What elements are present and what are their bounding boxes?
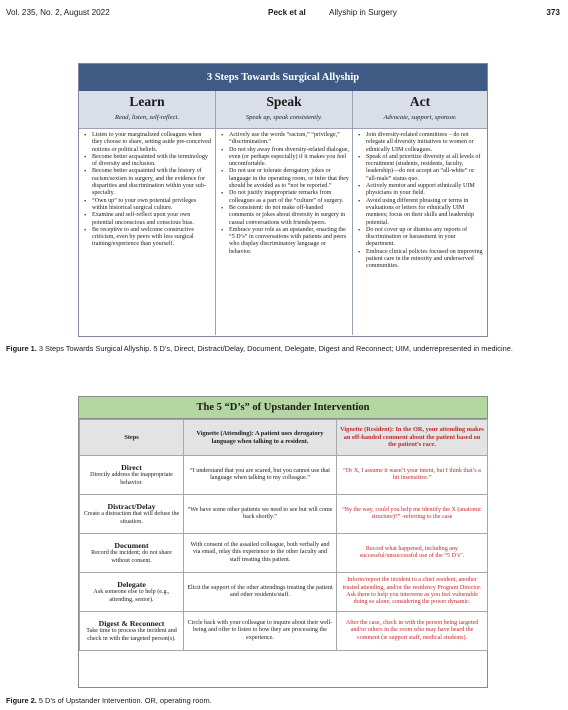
- speak-header: [216, 91, 353, 128]
- list-item: • Speak of and prioritize diversity at all levels of recruitment (students, residents, faculty, leadership)—do not accept an “all-white” or “all-male” status quo.: [357, 154, 484, 183]
- list-item: • Do not use or tolerate derogatory jokes or language in the operating room, or infer that they should be avoided as to “not be reported.”: [220, 168, 349, 190]
- act-column: [353, 129, 487, 335]
- speak-heading: Speak: [266, 94, 302, 109]
- speak-column: [216, 129, 353, 335]
- learn-column: [79, 129, 216, 335]
- list-item: • Become better acquainted with the terminology of diversity and inclusion.: [83, 154, 212, 169]
- figure-1-caption-label: Figure 1.: [6, 344, 37, 353]
- figure-2-caption: [6, 696, 562, 706]
- figure-2-title: The 5 “D’s” of Upstander Intervention: [79, 397, 487, 419]
- step-description: Record the incident; do not share without consent.: [91, 550, 172, 564]
- step-name: Digest & Reconnect: [98, 619, 165, 629]
- running-title: Allyship in Surgery: [329, 8, 397, 17]
- list-item: • Do not cover up or dismiss any reports of discrimination or harassment in your department.: [357, 227, 484, 249]
- table-row: [80, 456, 488, 495]
- learn-subheading: Read, listen, self-reflect.: [114, 114, 180, 121]
- table-header-row: [80, 420, 488, 456]
- attending-cell: Elicit the support of the other attendings treating the patient and other residents/staff.: [184, 573, 337, 612]
- step-name: Distract/Delay: [107, 502, 156, 512]
- speak-subheading: Speak up, speak consistently.: [245, 114, 323, 121]
- resident-cell: Inform/report the incident to a chief resident, another trusted attending, and/or the residency Program Director. Ask them to help you intervene as you feel vulnerable doing so alone, considering the power dynamic.: [337, 573, 488, 612]
- figure-1-allyship-steps: [78, 63, 488, 337]
- list-item: • Listen to your marginalized colleagues when they choose to share, setting aside pre-conceived notions or political beliefs.: [83, 132, 212, 154]
- attending-cell: “We have some other patients we need to see but will come back shortly.”: [184, 495, 337, 534]
- learn-heading: Learn: [129, 94, 165, 109]
- figure-1-caption: [6, 344, 562, 354]
- list-item: • Actively mentor and support ethnically UIM physicians in your field.: [357, 183, 484, 198]
- figure-2-caption-label: Figure 2.: [6, 696, 37, 705]
- list-item: • Be receptive to and welcome constructive criticism, even by peers with less surgical training/experience than yourself.: [83, 227, 212, 249]
- learn-header: [79, 91, 216, 128]
- step-cell: [80, 534, 184, 573]
- resident-cell: “By the way, could you help me identify the X (anatomic structure)?” -referring to the case: [337, 495, 488, 534]
- step-cell: [80, 456, 184, 495]
- step-description: Create a distraction that will defuse the situation.: [83, 511, 180, 525]
- step-cell: [80, 495, 184, 534]
- table-row: [80, 573, 488, 612]
- step-name: Delegate: [117, 580, 146, 590]
- step-description: Ask someone else to help (e.g., attending, senior).: [93, 589, 170, 603]
- figure-1-title: 3 Steps Towards Surgical Allyship: [79, 64, 487, 91]
- running-author: Peck et al: [268, 8, 306, 17]
- list-item: • “Own up” to your own potential privileges within historical surgical culture.: [83, 198, 212, 213]
- attending-cell: Circle back with your colleague to inquire about their well-being and offer to listen to how they are processing the experience.: [184, 612, 337, 651]
- table-row: [80, 495, 488, 534]
- table-row: [80, 534, 488, 573]
- list-item: • Join diversity-related committees – do not relegate all diversity initiatives to women or ethnically UIM colleagues.: [357, 132, 484, 154]
- attending-cell: With consent of the assailed colleague, both verbally and via email, relay this experience to the other faculty and staff treating this patient.: [184, 534, 337, 573]
- figure-1-caption-text: 3 Steps Towards Surgical Allyship. 5 D’s, Direct, Distract/Delay, Document, Delegate, Digest and Reconnect; UIM, underrepresented in medicine.: [36, 344, 513, 353]
- list-item: • Be consistent: do not make off-handed comments or jokes about diversity in surgery in casual conversations with friends/peers.: [220, 205, 349, 227]
- step-description: Directly address the inappropriate behavior.: [90, 472, 173, 486]
- journal-volume: Vol. 235, No. 2, August 2022: [6, 8, 110, 17]
- act-heading: Act: [409, 94, 431, 109]
- step-description: Take time to process the incident and check in with the targeted person(s).: [86, 628, 177, 642]
- resident-cell: After the case, check in with the person being targeted and/or others in the room who may have heard the comment (ie support staff, medical students).: [337, 612, 488, 651]
- attending-vignette-header: Vignette (Attending): A patient uses derogatory language when talking to a resident.: [184, 420, 337, 456]
- act-subheading: Advocate, support, sponsor.: [383, 114, 457, 121]
- table-row: [80, 612, 488, 651]
- figure-2-caption-text: 5 D’s of Upstander Intervention. OR, operating room.: [36, 696, 212, 705]
- list-item: • Actively use the words “racism,” “privilege,” “discrimination.”: [220, 132, 349, 147]
- step-name: Direct: [121, 463, 142, 473]
- step-name: Document: [114, 541, 149, 551]
- list-item: • Do not shy away from diversity-related dialogue, even (or perhaps especially) if it makes you feel uncomfortable.: [220, 147, 349, 169]
- page-number: 373: [546, 8, 560, 17]
- steps-column-header: Steps: [80, 420, 184, 456]
- list-item: • Examine and self-reflect upon your own potential unconscious and conscious bias.: [83, 212, 212, 227]
- upstander-table: [79, 419, 488, 651]
- resident-cell: Record what happened, including any successful/unsuccessful use of the “5 D’s”.: [337, 534, 488, 573]
- list-item: • Embrace your role as an upstander, enacting the “5 D’s” in conversations with patients and peers who display discriminatory language or behavior.: [220, 227, 349, 256]
- step-cell: [80, 573, 184, 612]
- page-header: [6, 8, 560, 22]
- act-header: [353, 91, 487, 128]
- list-item: • Become better acquainted with the history of racism/sexism in surgery, and the evidence for disparities and discrimination within your sub-specialty.: [83, 168, 212, 197]
- step-cell: [80, 612, 184, 651]
- list-item: • Embrace clinical policies focused on improving patient care in the minority and underserved communities.: [357, 249, 484, 271]
- resident-cell: “Dr X, I assume it wasn’t your intent, but I think that’s a bit insensitive.”: [337, 456, 488, 495]
- figure-1-columns: [79, 129, 487, 335]
- figure-2-upstander-table: [78, 396, 488, 688]
- list-item: • Avoid using different phrasing or terms in evaluations or letters for ethnically UIM mentees; focus on their skills and leadership potential.: [357, 198, 484, 227]
- figure-1-column-headers: [79, 91, 487, 129]
- resident-vignette-header: Vignette (Resident): In the OR, your attending makes an off-handed comment about the patient based on the patient’s race.: [337, 420, 488, 456]
- attending-cell: “I understand that you are scared, but you cannot use that language when talking to my colleague.”: [184, 456, 337, 495]
- list-item: • Do not justify inappropriate remarks from colleagues as a part of the “culture” of surgery.: [220, 190, 349, 205]
